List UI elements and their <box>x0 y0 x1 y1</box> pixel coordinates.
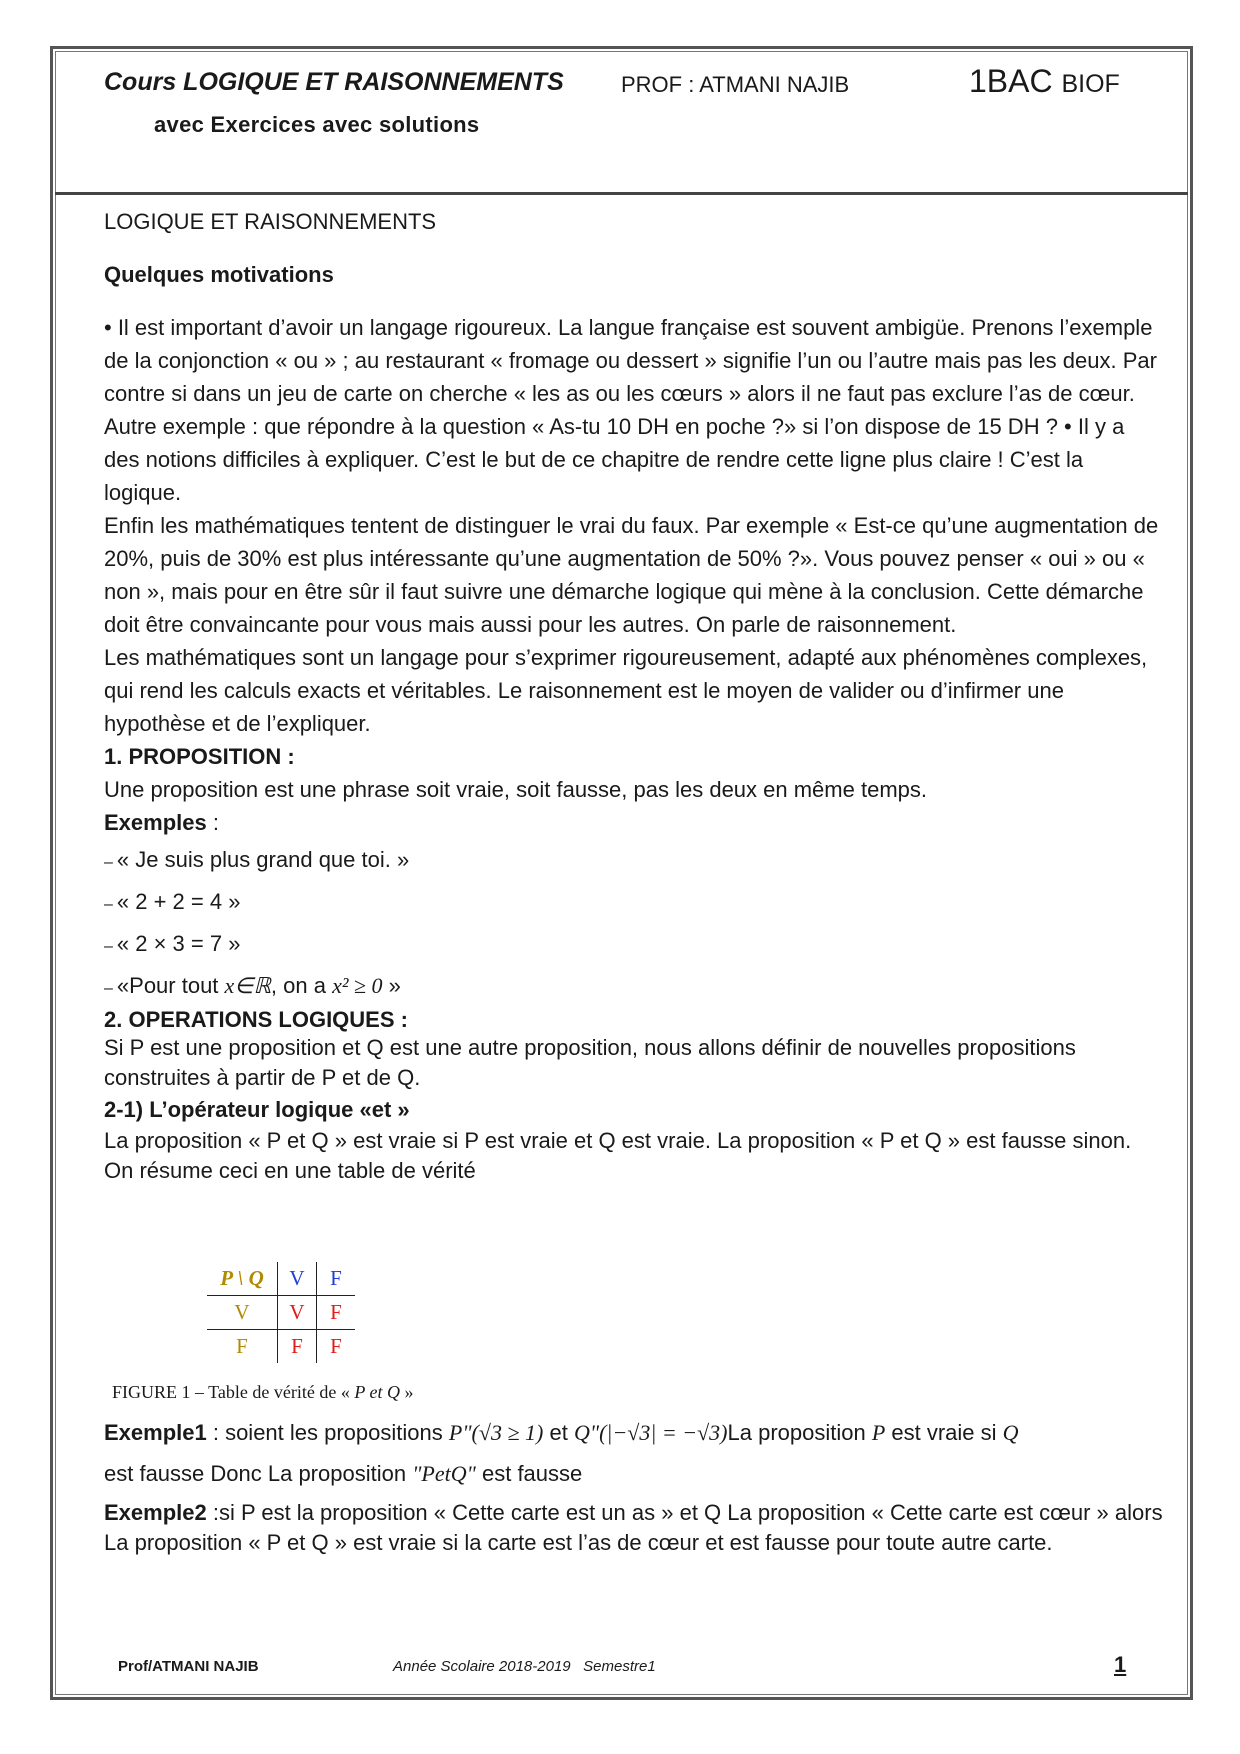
et-operator-heading: 2-1) L’opérateur logique «et » <box>104 1097 410 1122</box>
proposition-heading: 1. PROPOSITION : <box>104 744 295 769</box>
example1-prop-p: P"(√3 ≥ 1) <box>448 1420 544 1445</box>
example4-mid: , on a <box>270 973 333 998</box>
truth-table-cell: F <box>317 1330 356 1364</box>
example1-var-p: P <box>871 1420 886 1445</box>
example-text-3: « 2 × 3 = 7 » <box>116 931 241 956</box>
truth-table-col-header: F <box>330 1266 342 1290</box>
header <box>104 63 1154 106</box>
example-text-1: « Je suis plus grand que toi. » <box>116 847 410 872</box>
operations-text: Si P est une proposition et Q est une autre proposition, nous allons définir de nouvelles propositions construites à partir de P et de Q. <box>104 1035 1076 1090</box>
example1-label: Exemple1 <box>104 1420 207 1445</box>
caption-post: » <box>400 1382 414 1402</box>
class-level <box>969 63 1120 100</box>
caption-pre: FIGURE 1 – Table de vérité de « <box>112 1382 355 1402</box>
figure-caption <box>112 1382 414 1403</box>
example4-math-x-squared: x² ≥ 0 <box>332 973 383 998</box>
truth-table-corner: P \ Q <box>207 1262 278 1296</box>
examples-heading <box>104 806 1164 839</box>
class-sub: BIOF <box>1061 70 1120 98</box>
example1-prop-q: Q"(|−√3| = −√3) <box>573 1420 728 1445</box>
example-item: – « Je suis plus grand que toi. » <box>104 847 410 872</box>
proposition-definition: Une proposition est une phrase soit vraie, soit fausse, pas les deux en même temps. <box>104 777 927 802</box>
example1-text3: est vraie si <box>885 1420 1003 1445</box>
examples-label: Exemples <box>104 810 207 835</box>
course-title: Cours LOGIQUE ET RAISONNEMENTS <box>104 68 564 96</box>
operations-heading: 2. OPERATIONS LOGIQUES : <box>104 1007 408 1032</box>
example4-post: » <box>382 973 401 998</box>
example4-pre: «Pour tout <box>116 973 225 998</box>
truth-table-cell: F <box>278 1330 317 1364</box>
example4-math-x-in-r: x∈ℝ <box>224 973 271 998</box>
example1-text1: : soient les propositions <box>206 1420 449 1445</box>
example1-line2 <box>104 1457 1164 1490</box>
example2-paragraph <box>104 1498 1164 1558</box>
page-footer <box>118 1652 1148 1684</box>
motivation-paragraph-2: Enfin les mathématiques tentent de distinguer le vrai du faux. Par exemple « Est-ce qu’une augmentation de 20%, puis de 30% est plus intéressante qu’une augmentation de 50% ?». Vous pouvez penser « oui » ou « non », mais pour en être sûr il faut suivre une démarche logique qui mène à la conclusion. Cette démarche doit être convaincante pour vous mais aussi pour les autres. On parle de raisonnement. <box>104 513 1159 637</box>
class-main: 1BAC <box>969 63 1053 99</box>
example-item: – «Pour tout x∈ℝ, on a x² ≥ 0 » <box>104 973 401 998</box>
example1-var-q: Q <box>1002 1420 1019 1445</box>
example1-et: et <box>543 1420 574 1445</box>
example1-line2-pre: est fausse Donc La proposition <box>104 1461 413 1486</box>
truth-table-row-header: V <box>207 1296 278 1330</box>
truth-table-row-header: F <box>207 1330 278 1364</box>
example-text-2: « 2 + 2 = 4 » <box>116 889 241 914</box>
example1-line2-post: est fausse <box>475 1461 583 1486</box>
truth-table-cell: F <box>317 1296 356 1330</box>
professor-name: PROF : ATMANI NAJIB <box>621 72 850 97</box>
examples-colon: : <box>206 810 219 835</box>
caption-em: P et Q <box>354 1382 401 1402</box>
main-content <box>104 205 1164 1186</box>
et-operator-text: La proposition « P et Q » est vraie si P est vraie et Q est vraie. La proposition « P et Q » est fausse sinon. On résume ceci en une table de vérité <box>104 1128 1132 1183</box>
example2-label: Exemple2 <box>104 1500 207 1525</box>
truth-table-col-header: V <box>278 1262 317 1296</box>
example1-petq: "PetQ" <box>412 1461 476 1486</box>
example-item: – « 2 + 2 = 4 » <box>104 889 241 914</box>
example1-line <box>104 1416 1164 1449</box>
section-title: LOGIQUE ET RAISONNEMENTS <box>104 209 437 234</box>
page-number: 1 <box>1114 1652 1127 1677</box>
footer-author: Prof/ATMANI NAJIB <box>118 1658 259 1675</box>
motivation-paragraph-1: • Il est important d’avoir un langage rigoureux. La langue française est souvent ambigüe. Prenons l’exemple de la conjonction « ou » ; au restaurant « fromage ou dessert » signifie l’un ou l’autre mais pas les deux. Par contre si dans un jeu de carte on cherche « les as ou les cœurs » alors il ne faut pas exclure l’as de cœur. Autre exemple : que répondre à la question « As-tu 10 DH en poche ?» si l’on dispose de 15 DH ? • Il y a des notions difficiles à expliquer. C’est le but de ce chapitre de rendre cette ligne plus claire ! C’est la logique. <box>104 315 1157 505</box>
motivation-paragraph-3: Les mathématiques sont un langage pour s’exprimer rigoureusement, adapté aux phénomènes complexes, qui rend les calculs exacts et véritables. Le raisonnement est le moyen de valider ou d’infirmer une hypothèse et de l’expliquer. <box>104 645 1148 736</box>
example-item: – « 2 × 3 = 7 » <box>104 931 241 956</box>
example1-text2: La proposition <box>727 1420 872 1445</box>
truth-table-cell: V <box>278 1296 317 1330</box>
header-subtitle: avec Exercices avec solutions <box>154 112 480 137</box>
motivations-heading: Quelques motivations <box>104 262 334 287</box>
truth-table <box>207 1262 355 1363</box>
example2-text: :si P est la proposition « Cette carte est un as » et Q La proposition « Cette carte est cœur » alors La proposition « P et Q » est vraie si la carte est l’as de cœur et est fausse pour toute autre carte. <box>104 1500 1163 1555</box>
examples-section <box>104 1416 1164 1558</box>
footer-year: Année Scolaire 2018-2019 Semestre1 <box>393 1658 656 1675</box>
